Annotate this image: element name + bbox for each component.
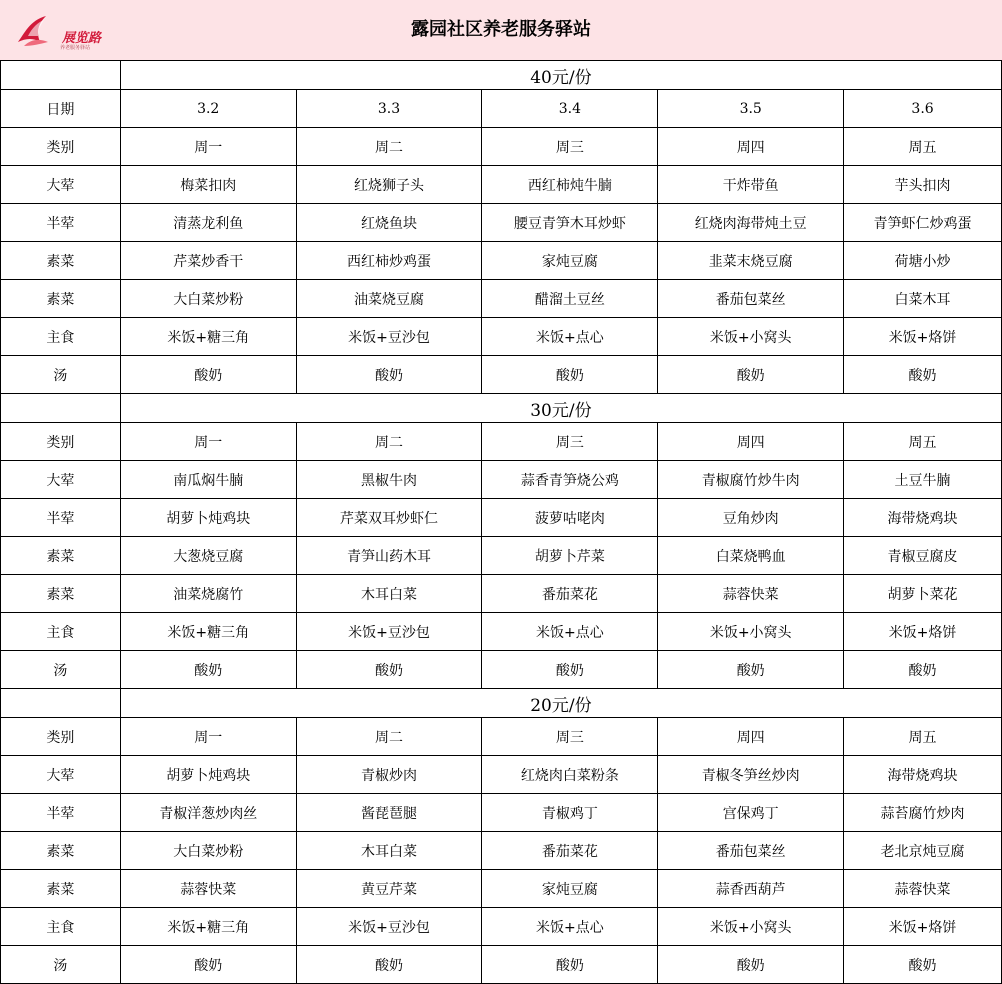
menu-cell: 芋头扣肉 <box>844 166 1002 204</box>
menu-cell: 米饭+小窝头 <box>658 613 844 651</box>
menu-cell: 青椒洋葱炒肉丝 <box>120 794 296 832</box>
menu-cell: 青椒鸡丁 <box>482 794 658 832</box>
table-row <box>1 128 1002 166</box>
table-row <box>1 204 1002 242</box>
menu-cell: 油菜烧豆腐 <box>296 280 482 318</box>
menu-cell: 酸奶 <box>296 946 482 984</box>
menu-cell: 周二 <box>296 128 482 166</box>
menu-cell: 米饭+糖三角 <box>120 318 296 356</box>
table-row <box>1 90 1002 128</box>
price-row <box>1 61 1002 90</box>
row-label: 半荤 <box>1 204 121 242</box>
menu-cell: 木耳白菜 <box>296 832 482 870</box>
menu-cell: 红烧鱼块 <box>296 204 482 242</box>
menu-cell: 米饭+豆沙包 <box>296 318 482 356</box>
menu-cell: 荷塘小炒 <box>844 242 1002 280</box>
menu-cell: 胡萝卜芹菜 <box>482 537 658 575</box>
menu-cell: 木耳白菜 <box>296 575 482 613</box>
menu-cell: 家炖豆腐 <box>482 242 658 280</box>
price-row <box>1 689 1002 718</box>
menu-cell: 红烧肉白菜粉条 <box>482 756 658 794</box>
menu-cell: 周五 <box>844 128 1002 166</box>
table-row <box>1 423 1002 461</box>
menu-cell: 大葱烧豆腐 <box>120 537 296 575</box>
row-label: 大荤 <box>1 166 121 204</box>
menu-cell: 周四 <box>658 718 844 756</box>
menu-cell: 3.6 <box>844 90 1002 128</box>
menu-cell: 番茄包菜丝 <box>658 280 844 318</box>
menu-cell: 胡萝卜炖鸡块 <box>120 756 296 794</box>
menu-cell: 白菜木耳 <box>844 280 1002 318</box>
menu-cell: 米饭+豆沙包 <box>296 908 482 946</box>
menu-cell: 腰豆青笋木耳炒虾 <box>482 204 658 242</box>
menu-cell: 3.3 <box>296 90 482 128</box>
row-label: 类别 <box>1 423 121 461</box>
row-label: 类别 <box>1 128 121 166</box>
menu-cell: 周一 <box>120 718 296 756</box>
menu-cell: 番茄包菜丝 <box>658 832 844 870</box>
menu-cell: 大白菜炒粉 <box>120 832 296 870</box>
menu-cell: 酸奶 <box>120 651 296 689</box>
menu-cell: 酸奶 <box>482 651 658 689</box>
menu-cell: 西红柿炖牛腩 <box>482 166 658 204</box>
menu-cell: 青椒豆腐皮 <box>844 537 1002 575</box>
menu-cell: 米饭+糖三角 <box>120 908 296 946</box>
row-label: 汤 <box>1 946 121 984</box>
row-label: 汤 <box>1 651 121 689</box>
table-row <box>1 242 1002 280</box>
menu-cell: 周二 <box>296 718 482 756</box>
menu-cell: 米饭+烙饼 <box>844 318 1002 356</box>
menu-cell: 酸奶 <box>120 356 296 394</box>
table-row <box>1 356 1002 394</box>
menu-cell: 周三 <box>482 128 658 166</box>
row-label: 素菜 <box>1 242 121 280</box>
row-label: 主食 <box>1 318 121 356</box>
menu-cell: 青笋山药木耳 <box>296 537 482 575</box>
row-label: 大荤 <box>1 461 121 499</box>
page-title: 露园社区养老服务驿站 <box>411 19 591 40</box>
menu-cell: 红烧肉海带炖土豆 <box>658 204 844 242</box>
table-row <box>1 575 1002 613</box>
menu-cell: 周二 <box>296 423 482 461</box>
price-row-blank <box>1 689 121 718</box>
row-label: 半荤 <box>1 499 121 537</box>
menu-cell: 酸奶 <box>658 356 844 394</box>
menu-cell: 青椒炒肉 <box>296 756 482 794</box>
menu-cell: 芹菜炒香干 <box>120 242 296 280</box>
menu-table <box>0 60 1002 984</box>
menu-cell: 蒜蓉快菜 <box>658 575 844 613</box>
menu-cell: 蒜香青笋烧公鸡 <box>482 461 658 499</box>
price-heading: 20元/份 <box>120 689 1001 718</box>
menu-cell: 米饭+点心 <box>482 613 658 651</box>
row-label: 大荤 <box>1 756 121 794</box>
menu-cell: 清蒸龙利鱼 <box>120 204 296 242</box>
row-label: 素菜 <box>1 280 121 318</box>
menu-cell: 酸奶 <box>658 651 844 689</box>
menu-cell: 酸奶 <box>482 946 658 984</box>
menu-cell: 海带烧鸡块 <box>844 756 1002 794</box>
menu-cell: 米饭+豆沙包 <box>296 613 482 651</box>
menu-cell: 青椒冬笋丝炒肉 <box>658 756 844 794</box>
menu-cell: 周一 <box>120 423 296 461</box>
menu-cell: 酸奶 <box>658 946 844 984</box>
table-row <box>1 908 1002 946</box>
menu-cell: 南瓜焖牛腩 <box>120 461 296 499</box>
menu-cell: 酸奶 <box>120 946 296 984</box>
menu-cell: 3.5 <box>658 90 844 128</box>
menu-cell: 白菜烧鸭血 <box>658 537 844 575</box>
row-label: 素菜 <box>1 575 121 613</box>
table-row <box>1 870 1002 908</box>
table-row <box>1 613 1002 651</box>
menu-cell: 青笋虾仁炒鸡蛋 <box>844 204 1002 242</box>
menu-cell: 周五 <box>844 718 1002 756</box>
menu-cell: 家炖豆腐 <box>482 870 658 908</box>
menu-cell: 米饭+点心 <box>482 318 658 356</box>
table-row <box>1 461 1002 499</box>
menu-cell: 干炸带鱼 <box>658 166 844 204</box>
menu-cell: 韭菜末烧豆腐 <box>658 242 844 280</box>
menu-cell: 菠萝咕咾肉 <box>482 499 658 537</box>
row-label: 日期 <box>1 90 121 128</box>
menu-cell: 蒜苔腐竹炒肉 <box>844 794 1002 832</box>
menu-cell: 蒜蓉快菜 <box>844 870 1002 908</box>
price-row-blank <box>1 394 121 423</box>
menu-cell: 周一 <box>120 128 296 166</box>
table-row <box>1 318 1002 356</box>
menu-cell: 米饭+烙饼 <box>844 908 1002 946</box>
menu-cell: 周五 <box>844 423 1002 461</box>
table-row <box>1 280 1002 318</box>
menu-cell: 番茄菜花 <box>482 575 658 613</box>
price-heading: 40元/份 <box>120 61 1001 90</box>
menu-cell: 3.2 <box>120 90 296 128</box>
price-row <box>1 394 1002 423</box>
menu-cell: 黄豆芹菜 <box>296 870 482 908</box>
menu-cell: 米饭+烙饼 <box>844 613 1002 651</box>
table-row <box>1 794 1002 832</box>
price-row-blank <box>1 61 121 90</box>
menu-table-body <box>1 61 1002 984</box>
menu-cell: 梅菜扣肉 <box>120 166 296 204</box>
row-label: 主食 <box>1 613 121 651</box>
menu-cell: 胡萝卜炖鸡块 <box>120 499 296 537</box>
menu-cell: 土豆牛腩 <box>844 461 1002 499</box>
menu-cell: 青椒腐竹炒牛肉 <box>658 461 844 499</box>
menu-cell: 周四 <box>658 423 844 461</box>
menu-cell: 海带烧鸡块 <box>844 499 1002 537</box>
menu-cell: 红烧狮子头 <box>296 166 482 204</box>
row-label: 半荤 <box>1 794 121 832</box>
menu-cell: 醋溜土豆丝 <box>482 280 658 318</box>
menu-cell: 老北京炖豆腐 <box>844 832 1002 870</box>
header-bar <box>0 0 1002 60</box>
menu-cell: 黑椒牛肉 <box>296 461 482 499</box>
table-row <box>1 756 1002 794</box>
menu-cell: 米饭+点心 <box>482 908 658 946</box>
menu-cell: 米饭+小窝头 <box>658 908 844 946</box>
row-label: 汤 <box>1 356 121 394</box>
menu-cell: 大白菜炒粉 <box>120 280 296 318</box>
logo-subtext: 养老服务驿站 <box>60 45 91 51</box>
menu-cell: 酸奶 <box>844 356 1002 394</box>
table-row <box>1 537 1002 575</box>
table-row <box>1 651 1002 689</box>
menu-cell: 蒜香西葫芦 <box>658 870 844 908</box>
row-label: 素菜 <box>1 537 121 575</box>
menu-cell: 周三 <box>482 423 658 461</box>
row-label: 素菜 <box>1 832 121 870</box>
menu-cell: 酸奶 <box>844 651 1002 689</box>
row-label: 素菜 <box>1 870 121 908</box>
menu-cell: 酱琵琶腿 <box>296 794 482 832</box>
menu-cell: 豆角炒肉 <box>658 499 844 537</box>
table-row <box>1 832 1002 870</box>
table-row <box>1 499 1002 537</box>
table-row <box>1 166 1002 204</box>
price-heading: 30元/份 <box>120 394 1001 423</box>
menu-cell: 蒜蓉快菜 <box>120 870 296 908</box>
menu-cell: 米饭+糖三角 <box>120 613 296 651</box>
menu-cell: 周三 <box>482 718 658 756</box>
menu-cell: 胡萝卜菜花 <box>844 575 1002 613</box>
logo-text: 展览路 <box>62 31 102 46</box>
menu-cell: 3.4 <box>482 90 658 128</box>
menu-cell: 西红柿炒鸡蛋 <box>296 242 482 280</box>
menu-cell: 周四 <box>658 128 844 166</box>
menu-cell: 酸奶 <box>296 356 482 394</box>
menu-cell: 芹菜双耳炒虾仁 <box>296 499 482 537</box>
menu-cell: 酸奶 <box>296 651 482 689</box>
menu-cell: 番茄菜花 <box>482 832 658 870</box>
menu-cell: 宫保鸡丁 <box>658 794 844 832</box>
menu-cell: 油菜烧腐竹 <box>120 575 296 613</box>
menu-cell: 酸奶 <box>844 946 1002 984</box>
menu-cell: 酸奶 <box>482 356 658 394</box>
table-row <box>1 718 1002 756</box>
row-label: 主食 <box>1 908 121 946</box>
menu-cell: 米饭+小窝头 <box>658 318 844 356</box>
row-label: 类别 <box>1 718 121 756</box>
